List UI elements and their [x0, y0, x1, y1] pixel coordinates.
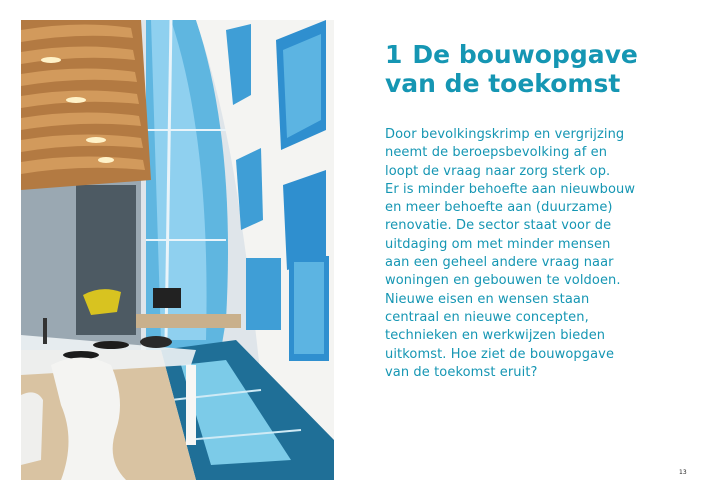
body-line: Er is minder behoefte aan nieuwbouw [385, 181, 636, 197]
body-line: Door bevolkingskrimp en vergrijzing [385, 127, 625, 142]
heading-line-1 [385, 40, 685, 69]
body-line: loopt de vraag naar zorg sterk op. [385, 163, 611, 179]
body-line: Nieuwe eisen en wensen staan [385, 291, 590, 307]
body-paragraph [385, 126, 685, 382]
body-line: uitdaging om met minder mensen [385, 236, 611, 252]
body-line: renovatie. De sector staat voor de [385, 218, 612, 234]
chapter-number: 1 [385, 40, 403, 69]
body-line: technieken en werkwijzen bieden [385, 328, 606, 344]
body-line: woningen en gebouwen te voldoen. [385, 273, 621, 289]
interior-photo-illustration [21, 20, 334, 480]
chapter-heading [385, 40, 685, 98]
heading-line-2: van de toekomst [385, 69, 621, 98]
body-line: aan een geheel andere vraag naar [385, 255, 614, 271]
page-number: 13 [679, 469, 687, 476]
heading-title-part-1: De bouwopgave [412, 40, 638, 69]
body-line: uitkomst. Hoe ziet de bouwopgave [385, 346, 615, 362]
body-line: en meer behoefte aan (duurzame) [385, 200, 613, 216]
body-line: centraal en nieuwe concepten, [385, 309, 589, 325]
interior-photo [21, 20, 334, 480]
body-line: neemt de beroepsbevolking af en [385, 145, 608, 161]
body-line: van de toekomst eruit? [385, 364, 538, 380]
